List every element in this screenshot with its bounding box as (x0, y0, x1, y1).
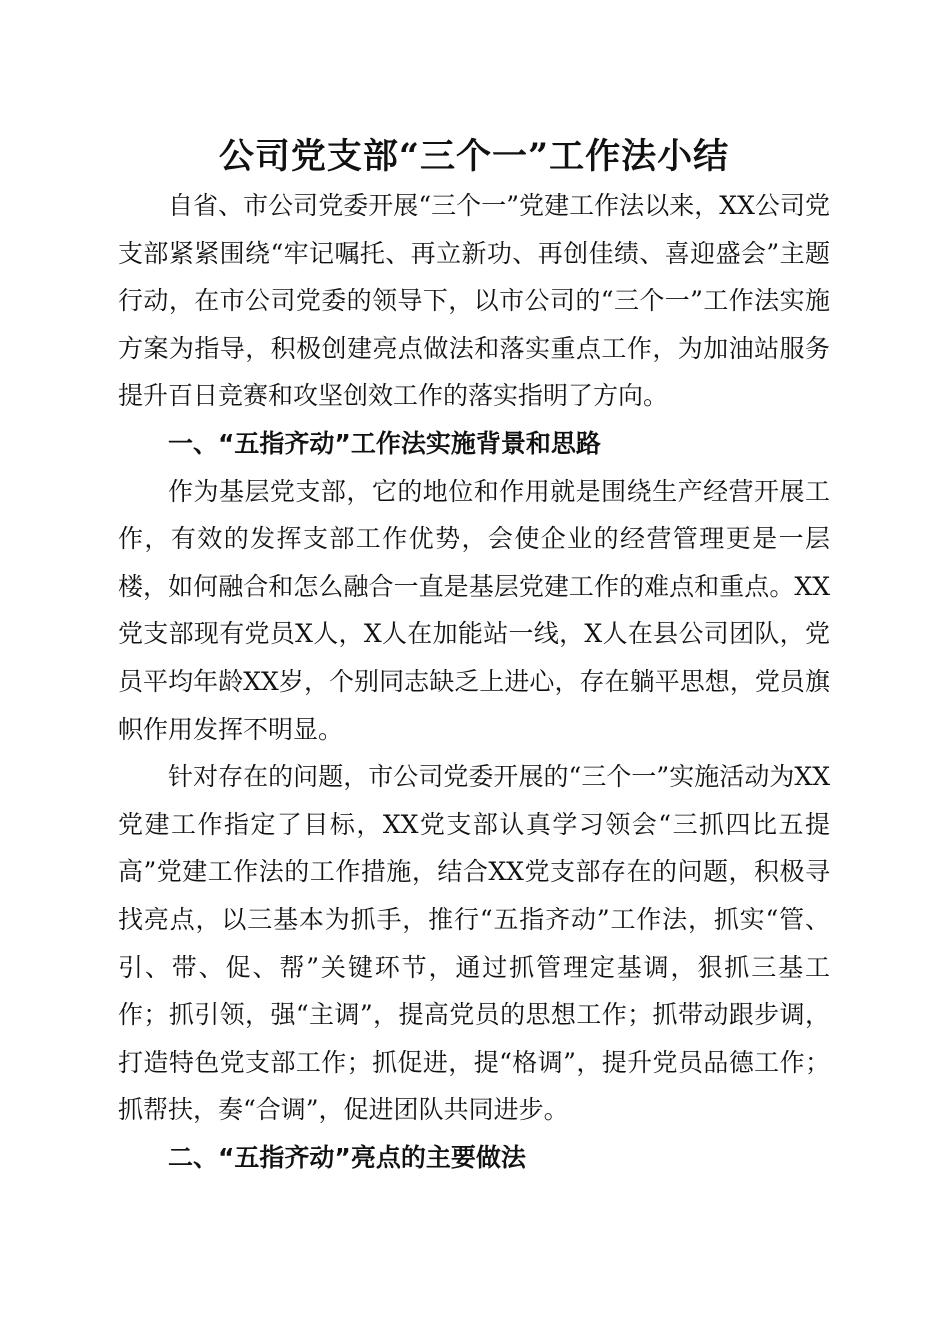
document-page (118, 132, 830, 1181)
section-heading-1: 一、“五指齐动”工作法实施背景和思路 (168, 428, 601, 458)
paragraph-background: 作为基层党支部，它的地位和作用就是围绕生产经营开展工作，有效的发挥支部工作优势，会使企业的经营管理更是一层楼，如何融合和怎么融合一直是基层党建工作的难点和重点。XX党支部现有党员X人，X人在加能站一线，X人在县公司团队，党员平均年龄XX岁，个别同志缺乏上进心，存在躺平思想，党员旗帜作用发挥不明显。 (118, 476, 830, 744)
document-title: 公司党支部“三个一”工作法小结 (218, 136, 730, 177)
paragraph-approach: 针对存在的问题，市公司党委开展的“三个一”实施活动为XX党建工作指定了目标，XX党支部认真学习领会“三抓四比五提高”党建工作法的工作措施，结合XX党支部存在的问题，积极寻找亮点，以三基本为抓手，推行“五指齐动”工作法，抓实“管、引、带、促、帮”关键环节，通过抓管理定基调，狠抓三基工作；抓引领，强“主调”，提高党员的思想工作；抓带动跟步调，打造特色党支部工作；抓促进，提“格调”，提升党员品德工作；抓帮扶，奏“合调”，促进团队共同进步。 (118, 762, 830, 1125)
section-heading-2: 二、“五指齐动”亮点的主要做法 (168, 1142, 526, 1172)
paragraph-intro: 自省、市公司党委开展“三个一”党建工作法以来，XX公司党支部紧紧围绕“牢记嘱托、再立新功、再创佳绩、喜迎盛会”主题行动，在市公司党委的领导下，以市公司的“三个一”工作法实施方案为指导，积极创建亮点做法和落实重点工作，为加油站服务提升百日竞赛和攻坚创效工作的落实指明了方向。 (118, 191, 830, 411)
